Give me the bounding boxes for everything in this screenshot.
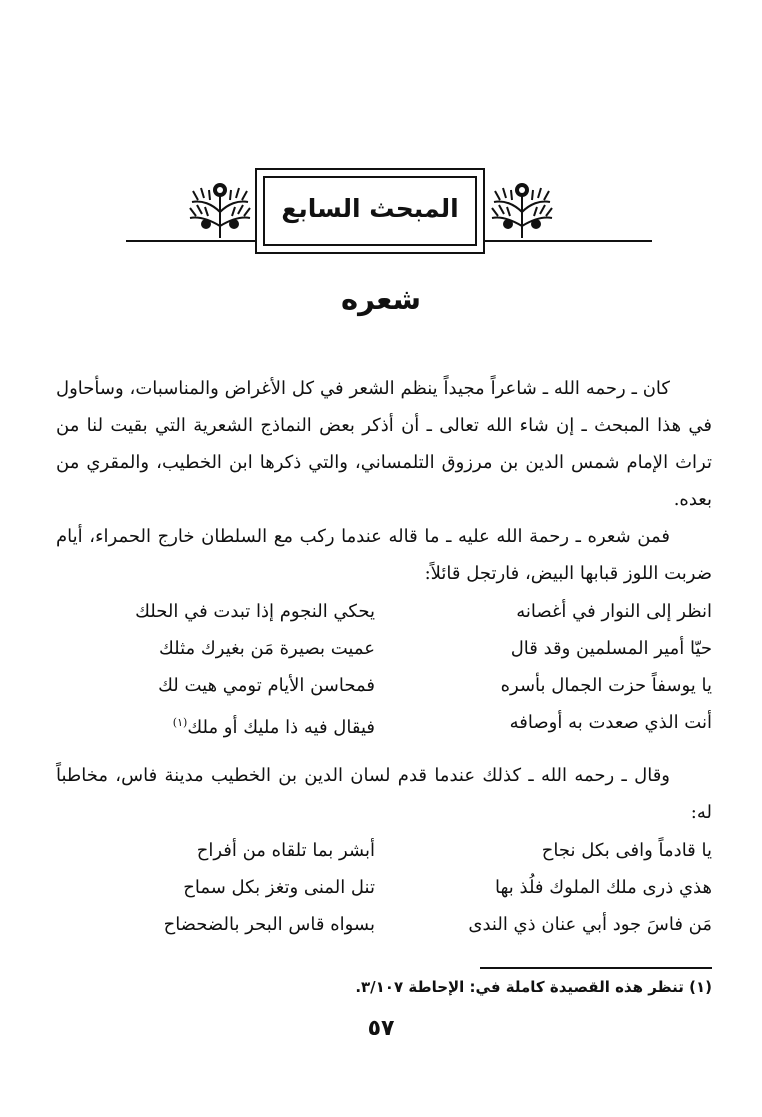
verse-first-hemistich: مَن فاسَ جود أبي عنان ذي الندى bbox=[468, 914, 712, 935]
verse-first-hemistich: أنت الذي صعدت به أوصافه bbox=[509, 712, 712, 733]
paragraph-text: وقال ـ رحمه الله ـ كذلك عندما قدم لسان الدين بن الخطيب مدينة فاس، مخاطباً له: bbox=[56, 765, 712, 823]
verse-first-hemistich: حيّا أمير المسلمين وقد قال bbox=[510, 638, 712, 659]
chapter-title-frame bbox=[255, 168, 485, 254]
floral-ornament-icon bbox=[488, 176, 556, 240]
verse-second-hemistich: تنل المنى وتغز بكل سماح bbox=[183, 877, 375, 898]
verse-second-hemistich: أبشر بما تلقاه من أفراح bbox=[196, 840, 375, 861]
poem2-verse bbox=[56, 869, 712, 906]
poem2-verse bbox=[56, 906, 712, 943]
section-title: شعره bbox=[340, 282, 422, 316]
poem1-verse bbox=[56, 593, 712, 630]
floral-ornament-icon bbox=[186, 176, 254, 240]
footnote-rule bbox=[480, 967, 712, 969]
verse-first-hemistich: هذي ذرى ملك الملوك فلُذ بها bbox=[495, 877, 712, 898]
paragraph-intro bbox=[56, 370, 712, 518]
footnote: (١) تنظر هذه القصيدة كاملة في: الإحاطة ٣/١٠٧. bbox=[355, 978, 712, 996]
chapter-title: المبحث السابع bbox=[281, 194, 459, 223]
page-number: ٥٧ bbox=[367, 1016, 395, 1041]
footnote-marker: (١) bbox=[172, 716, 188, 729]
poem2-verse bbox=[56, 832, 712, 869]
verse-second-hemistich: عميت بصيرة مَن بغيرك مثلك bbox=[159, 638, 375, 659]
paragraph-second-poem-intro bbox=[56, 757, 712, 831]
verse-first-hemistich: يا يوسفاً حزت الجمال بأسره bbox=[500, 675, 712, 696]
verse-second-hemistich: بسواه قاس البحر بالضحضاح bbox=[163, 914, 375, 935]
poem1-verse bbox=[56, 630, 712, 667]
paragraph-text: كان ـ رحمه الله ـ شاعراً مجيداً ينظم الشعر في كل الأغراض والمناسبات، وسأحاول في هذا المبحث ـ إن شاء الله تعالى ـ أن أذكر بعض النماذج الشعرية التي بقيت لنا من تراث الإمام شمس الدين بن مرزوق التلمساني، والتي ذكرها ابن الخطيب، والمقري من بعده. bbox=[56, 378, 712, 510]
verse-first-hemistich: يا قادماً وافى بكل نجاح bbox=[541, 840, 712, 861]
verse-text: فيقال فيه ذا مليك أو ملك bbox=[187, 717, 375, 738]
verse-second-hemistich: فمحاسن الأيام تومي هيت لك bbox=[158, 675, 375, 696]
verse-second-hemistich bbox=[173, 704, 375, 746]
paragraph-first-poem-intro bbox=[56, 518, 712, 592]
poem1-verse bbox=[56, 704, 712, 741]
verse-second-hemistich: يحكي النجوم إذا تبدت في الحلك bbox=[135, 601, 375, 622]
poem1-verse bbox=[56, 667, 712, 704]
verse-first-hemistich: انظر إلى النوار في أغصانه bbox=[516, 601, 712, 622]
paragraph-text: فمن شعره ـ رحمة الله عليه ـ ما قاله عندما ركب مع السلطان خارج الحمراء، أيام ضربت اللوز قبابها البيض، فارتجل قائلاً: bbox=[56, 526, 712, 584]
